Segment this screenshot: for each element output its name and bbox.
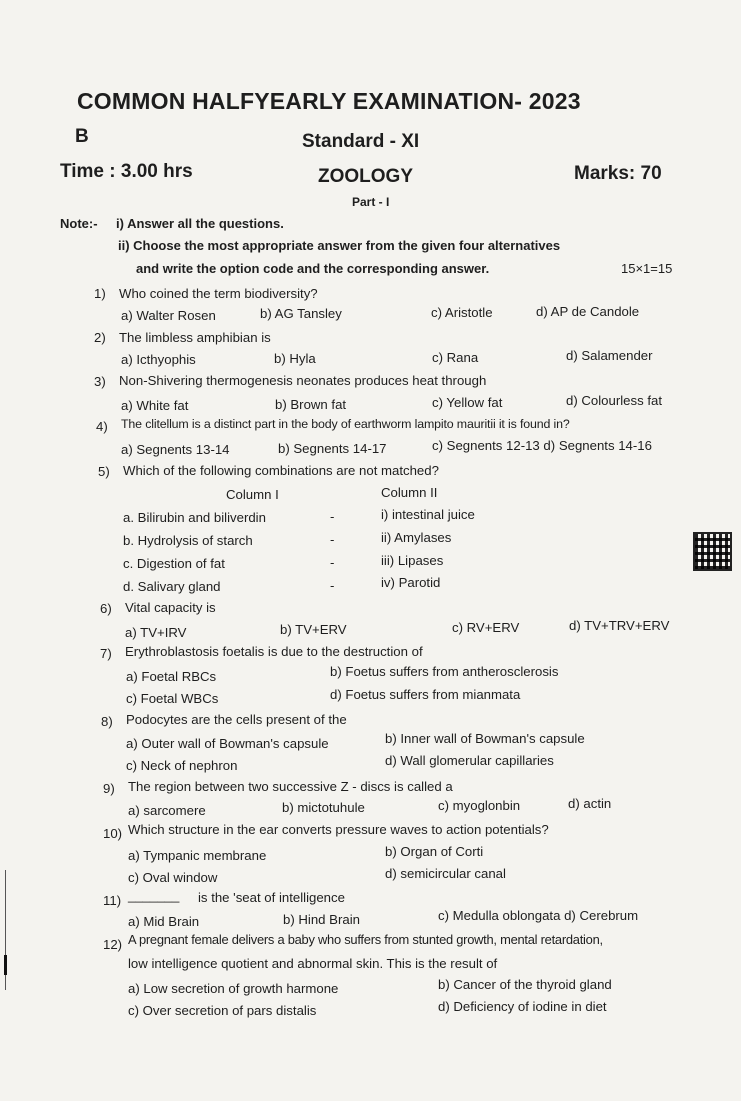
match-dash: - [330, 532, 335, 547]
option: a) Walter Rosen [121, 308, 216, 323]
option: d) semicircular canal [385, 866, 506, 881]
question-number: 4) [96, 419, 108, 434]
option: a) Mid Brain [128, 914, 200, 929]
question-number: 11) [103, 893, 122, 908]
match-dash: - [330, 578, 335, 593]
option: d) Deficiency of iodine in diet [438, 999, 607, 1014]
match-left: b. Hydrolysis of starch [123, 533, 253, 548]
question-text: is the 'seat of intelligence [198, 890, 345, 905]
option: d) AP de Candole [536, 304, 640, 319]
option: d) actin [568, 796, 612, 811]
option: b) Hind Brain [283, 912, 360, 927]
match-left: a. Bilirubin and biliverdin [123, 510, 266, 525]
question-text: Non-Shivering thermogenesis neonates produces heat through [119, 373, 487, 388]
option: c) Over secretion of pars distalis [128, 1003, 317, 1018]
question-blank: _______ [128, 888, 180, 903]
option: d) Wall glomerular capillaries [385, 753, 554, 768]
option: b) TV+ERV [280, 622, 347, 637]
match-dash: - [330, 555, 335, 570]
note-line-3: and write the option code and the corresponding answer. [136, 261, 490, 276]
option: b) Foetus suffers from antherosclerosis [330, 664, 559, 679]
note-score: 15×1=15 [621, 261, 673, 276]
match-right: ii) Amylases [381, 530, 452, 545]
time-label: Time : 3.00 hrs [60, 161, 193, 182]
note-line-2: ii) Choose the most appropriate answer from the given four alternatives [118, 238, 561, 253]
question-text: Which structure in the ear converts pressure waves to action potentials? [128, 822, 549, 837]
question-number: 2) [94, 330, 106, 345]
standard-label: Standard - XI [302, 131, 420, 152]
question-text: The clitellum is a distinct part in the body of earthworm lampito mauritii it is found in? [121, 417, 570, 431]
question-number: 7) [100, 646, 112, 661]
match-right: i) intestinal juice [381, 507, 475, 522]
option: b) Brown fat [275, 397, 347, 412]
option: d) TV+TRV+ERV [569, 618, 670, 633]
question-number: 3) [94, 374, 106, 389]
exam-title: COMMON HALFYEARLY EXAMINATION- 2023 [77, 88, 581, 114]
option: b) Hyla [274, 351, 316, 366]
qr-code [695, 534, 730, 569]
question-text: Who coined the term biodiversity? [119, 286, 318, 301]
subject-label: ZOOLOGY [318, 166, 413, 187]
question-text: Which of the following combinations are not matched? [123, 463, 439, 478]
option: a) Foetal RBCs [126, 669, 217, 684]
question-number: 12) [103, 937, 123, 952]
option: d) Foetus suffers from mianmata [330, 687, 521, 702]
option: d) Colourless fat [566, 393, 663, 408]
column-header: Column I [226, 487, 279, 502]
page-edge-mark [4, 955, 7, 975]
option: a) sarcomere [128, 803, 206, 818]
option: c) Yellow fat [432, 395, 503, 410]
option: c) Neck of nephron [126, 758, 238, 773]
match-right: iv) Parotid [381, 575, 441, 590]
column-header: Column II [381, 485, 438, 500]
set-code: B [75, 126, 89, 147]
match-dash: - [330, 509, 335, 524]
option: a) White fat [121, 398, 189, 413]
option: b) AG Tansley [260, 306, 342, 321]
option: a) Outer wall of Bowman's capsule [126, 736, 329, 751]
marks-label: Marks: 70 [574, 163, 662, 184]
question-number: 9) [103, 781, 115, 796]
question-text: Vital capacity is [125, 600, 216, 615]
note-label: Note:- [60, 216, 98, 231]
option: c) Oval window [128, 870, 218, 885]
question-number: 10) [103, 826, 123, 841]
option: a) TV+IRV [125, 625, 187, 640]
option: a) Tympanic membrane [128, 848, 267, 863]
question-text: The limbless amphibian is [119, 330, 271, 345]
option: c) Medulla oblongata d) Cerebrum [438, 908, 639, 923]
question-text: Podocytes are the cells present of the [126, 712, 347, 727]
question-number: 5) [98, 464, 110, 479]
match-right: iii) Lipases [381, 553, 444, 568]
option: c) Aristotle [431, 305, 493, 320]
question-number: 6) [100, 601, 112, 616]
option: a) Low secretion of growth harmone [128, 981, 339, 996]
option: d) Salamender [566, 348, 653, 363]
option: b) mictotuhule [282, 800, 365, 815]
question-number: 1) [94, 286, 106, 301]
option: b) Cancer of the thyroid gland [438, 977, 612, 992]
question-text: A pregnant female delivers a baby who suffers from stunted growth, mental retardation, [128, 932, 603, 947]
option: a) Icthyophis [121, 352, 196, 367]
match-left: d. Salivary gland [123, 579, 221, 594]
option: c) Rana [432, 350, 479, 365]
match-left: c. Digestion of fat [123, 556, 225, 571]
question-number: 8) [101, 714, 113, 729]
option: a) Segnents 13-14 [121, 442, 230, 457]
question-text: The region between two successive Z - discs is called a [128, 779, 453, 794]
option: b) Inner wall of Bowman's capsule [385, 731, 585, 746]
option: c) myoglonbin [438, 798, 521, 813]
option: c) Segnents 12-13 d) Segnents 14-16 [432, 438, 652, 453]
option: c) RV+ERV [452, 620, 520, 635]
option: c) Foetal WBCs [126, 691, 219, 706]
option: b) Organ of Corti [385, 844, 484, 859]
part-label: Part - I [352, 195, 390, 209]
question-text: Erythroblastosis foetalis is due to the destruction of [125, 644, 423, 659]
note-line-1: i) Answer all the questions. [116, 216, 284, 231]
question-text-continued: low intelligence quotient and abnormal skin. This is the result of [128, 956, 498, 971]
option: b) Segnents 14-17 [278, 441, 387, 456]
